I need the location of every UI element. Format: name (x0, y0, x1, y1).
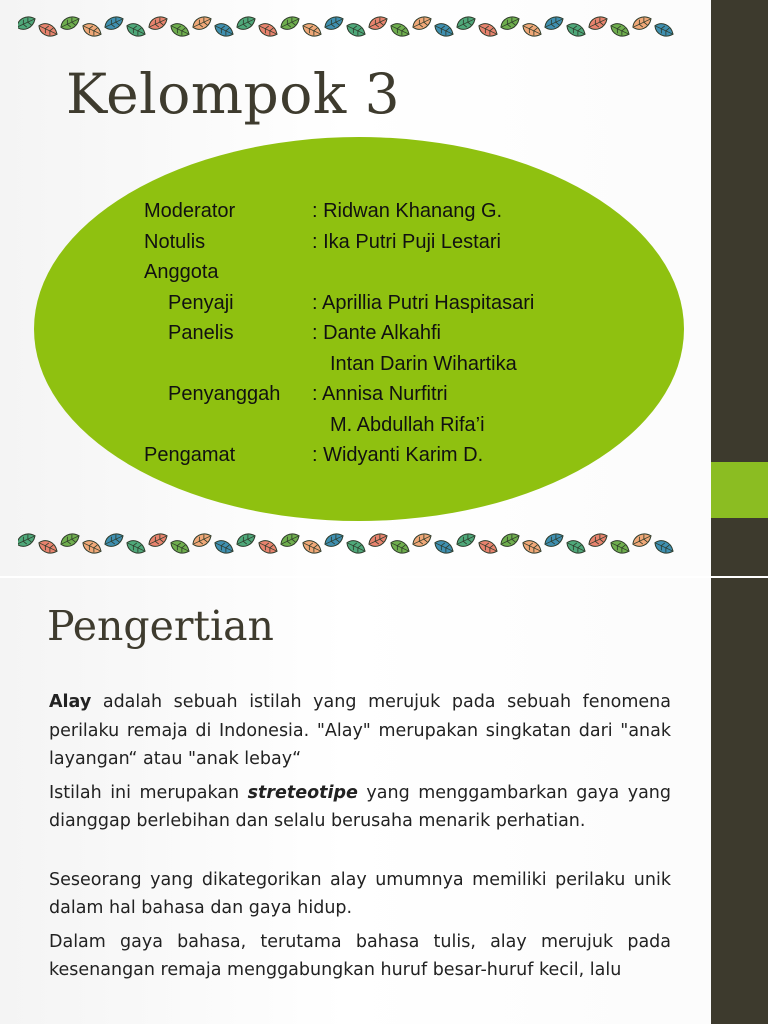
leaf-icon (235, 14, 258, 32)
leaf-icon (565, 21, 588, 40)
sidebar-accent (711, 462, 768, 518)
leaf-icon (18, 14, 37, 32)
leaf-icon (389, 21, 412, 40)
leaf-icon (235, 531, 258, 549)
leaf-icon (37, 21, 60, 40)
roster-value: Intan Darin Wihartika (330, 352, 517, 375)
leaf-icon (257, 21, 280, 40)
roster-value: : Aprillia Putri Haspitasari (312, 291, 535, 314)
leaf-icon (213, 538, 236, 557)
roster-role: Pengamat (144, 444, 236, 466)
leaf-icon (147, 531, 170, 549)
leaf-icon (455, 14, 478, 32)
leaf-icon (345, 538, 368, 557)
leaf-icon (125, 538, 148, 557)
leaf-icon (81, 538, 104, 557)
roster-value: : Ridwan Khanang G. (312, 200, 503, 222)
leaf-icon (499, 14, 522, 32)
leaf-icon (543, 531, 566, 549)
roster-value: : Ika Putri Puji Lestari (312, 230, 501, 253)
leaf-icon (477, 538, 500, 557)
leaf-icon (169, 21, 192, 40)
leaf-icon (279, 531, 302, 549)
slide-pengertian (0, 578, 768, 1024)
leaf-icon (433, 21, 456, 40)
roster-value: M. Abdullah Rifa’i (330, 413, 485, 436)
term-bold-italic: streteotipe (247, 782, 358, 803)
leaf-icon (631, 14, 654, 32)
roster-role: Notulis (144, 230, 206, 253)
leaf-icon (631, 531, 654, 549)
leaf-icon (653, 21, 676, 40)
slide-title: Pengertian (47, 602, 274, 650)
paragraph: Dalam gaya bahasa, terutama bahasa tulis, alay merujuk pada kesenangan remaja menggabungkan huruf besar-huruf kecil, lalu (49, 931, 671, 980)
leaf-icon (609, 21, 632, 40)
leaf-garland-border-icon (18, 14, 684, 40)
leaf-icon (521, 538, 544, 557)
roster-value: : Dante Alkahfi (312, 322, 441, 344)
leaf-icon (191, 531, 214, 549)
roster-role: Penyaji (168, 291, 234, 314)
leaf-icon (565, 538, 588, 557)
leaf-icon (433, 538, 456, 557)
leaf-icon (521, 21, 544, 40)
leaf-icon (59, 531, 82, 549)
leaf-icon (37, 538, 60, 557)
roster-role: Anggota (144, 261, 219, 283)
leaf-icon (125, 21, 148, 40)
leaf-icon (323, 14, 346, 32)
leaf-icon (609, 538, 632, 557)
leaf-icon (455, 531, 478, 549)
leaf-icon (367, 531, 390, 549)
paragraph: Alay adalah sebuah istilah yang merujuk pada sebuah fenomena perilaku remaja di Indonesia. "Alay" merupakan singkatan dari "anak layangan“ atau "anak lebay“ (49, 692, 671, 769)
leaf-icon (18, 531, 37, 549)
slide-sidebar (711, 578, 768, 1024)
roster-role: Panelis (168, 322, 234, 344)
leaf-icon (389, 538, 412, 557)
leaf-icon (279, 14, 302, 32)
definition-text (49, 688, 671, 985)
paragraph: Istilah ini merupakan streteotipe yang menggambarkan gaya yang dianggap berlebihan dan selalu berusaha menarik perhatian. (49, 782, 671, 831)
roster-value: : Widyanti Karim D. (312, 444, 484, 466)
leaf-icon (587, 531, 610, 549)
leaf-icon (213, 21, 236, 40)
leaf-icon (103, 531, 126, 549)
leaf-icon (59, 14, 82, 32)
leaf-icon (103, 14, 126, 32)
leaf-icon (543, 14, 566, 32)
paragraph: Seseorang yang dikategorikan alay umumnya memiliki perilaku unik dalam hal bahasa dan gaya hidup. (49, 869, 671, 918)
leaf-icon (301, 538, 324, 557)
slide-title: Kelompok 3 (66, 62, 401, 126)
leaf-icon (301, 21, 324, 40)
leaf-icon (411, 531, 434, 549)
leaf-icon (367, 14, 390, 32)
leaf-icon (323, 531, 346, 549)
leaf-icon (587, 14, 610, 32)
leaf-icon (257, 538, 280, 557)
roster-role: Penyanggah (168, 383, 281, 405)
leaf-garland-border-icon (18, 531, 684, 557)
leaf-icon (653, 538, 676, 557)
leaf-icon (345, 21, 368, 40)
leaf-icon (411, 14, 434, 32)
leaf-icon (169, 538, 192, 557)
leaf-icon (191, 14, 214, 32)
leaf-icon (147, 14, 170, 32)
leaf-icon (81, 21, 104, 40)
term-bold: Alay (49, 692, 92, 712)
leaf-icon (477, 21, 500, 40)
leaf-icon (499, 531, 522, 549)
roster-value: : Annisa Nurfitri (312, 383, 448, 405)
roster-role: Moderator (144, 200, 236, 222)
